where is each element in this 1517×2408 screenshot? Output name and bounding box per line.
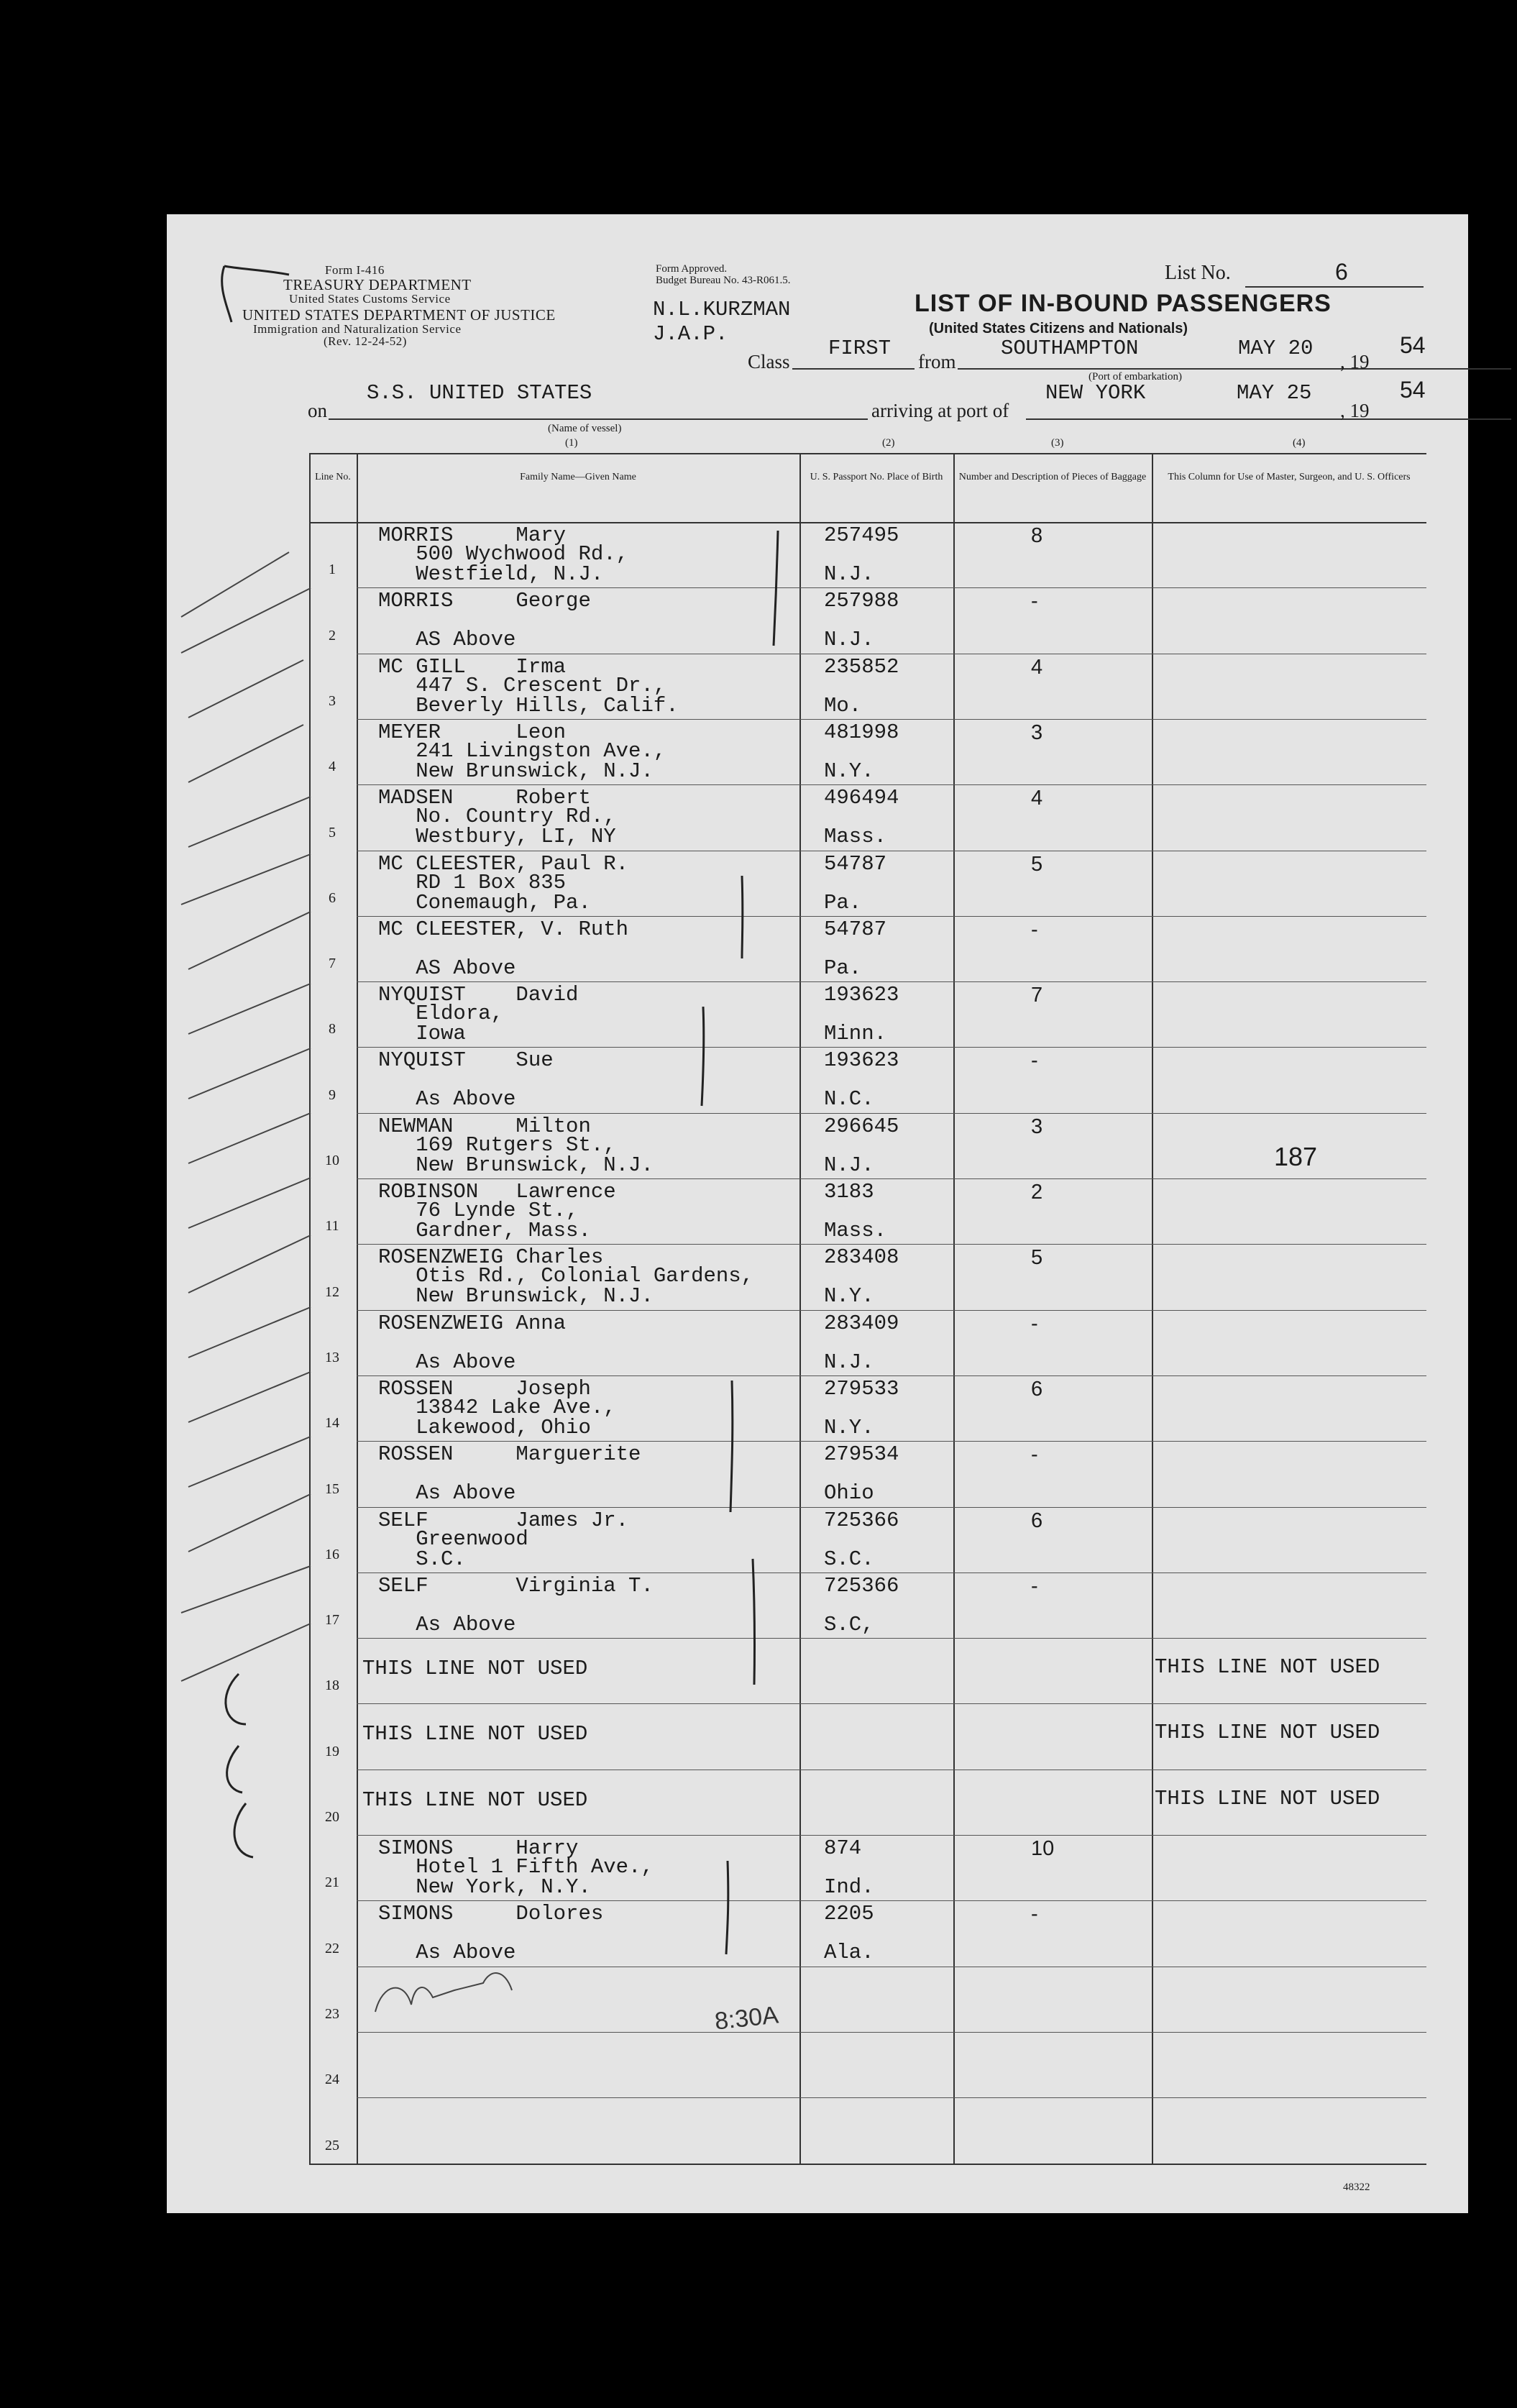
baggage-count: - [1031, 917, 1038, 941]
passenger-address: 447 S. Crescent Dr., [378, 673, 666, 697]
place-of-birth: N.Y. [824, 1284, 874, 1309]
line-number: 5 [329, 824, 336, 841]
passenger-city: Lakewood, Ohio [378, 1415, 591, 1439]
typed-name-2: J.A.P. [653, 322, 728, 346]
passenger-address: Eldora, [378, 1002, 504, 1026]
baggage-count: 8 [1031, 524, 1043, 547]
baggage-count: 3 [1031, 1114, 1043, 1138]
passport-number: 54787 [824, 851, 887, 876]
baggage-count: 5 [1031, 1246, 1043, 1270]
line-number: 6 [329, 889, 336, 906]
line-number: 23 [325, 2005, 339, 2022]
passenger-city: Beverly Hills, Calif. [378, 693, 679, 718]
place-of-birth: N.J. [824, 562, 874, 586]
col-number-3: (3) [1051, 437, 1064, 449]
officer-note: 187 [1274, 1142, 1318, 1171]
passenger-name: SIMONS Harry [378, 1836, 579, 1860]
line-number: 22 [325, 1940, 339, 1956]
passenger-city: Gardner, Mass. [378, 1219, 591, 1242]
passport-number: 725366 [824, 1573, 899, 1598]
passenger-name: NEWMAN Milton [378, 1114, 591, 1138]
list-no-value: 6 [1335, 259, 1348, 285]
passport-number: 2205 [824, 1902, 874, 1926]
passenger-address: Otis Rd., Colonial Gardens, [378, 1264, 754, 1288]
line-number: 17 [325, 1612, 339, 1629]
line-number: 10 [325, 1153, 339, 1168]
arriving-label: arriving at port of [871, 400, 1009, 421]
passenger-city: Iowa [378, 1022, 466, 1046]
place-of-birth: N.J. [824, 628, 874, 652]
place-of-birth: N.J. [824, 1350, 874, 1374]
passenger-city: As Above [378, 1350, 516, 1374]
passenger-city: S.C. [378, 1547, 466, 1571]
place-of-birth: Pa. [824, 890, 862, 915]
col-header-line-no: Line No. [315, 472, 351, 482]
col-header-passport: U. S. Passport No. Place of Birth [810, 472, 943, 482]
list-no-label: List No. [1165, 262, 1231, 284]
line-number: 7 [329, 956, 336, 972]
baggage-count: 3 [1031, 720, 1043, 744]
col-number-4: (4) [1293, 437, 1306, 449]
officer-line-not-used: THIS LINE NOT USED [1155, 1786, 1380, 1810]
passenger-city: New Brunswick, N.J. [378, 1153, 654, 1177]
officer-line-not-used: THIS LINE NOT USED [1155, 1655, 1380, 1680]
baggage-count: 5 [1031, 852, 1043, 876]
departure-date: MAY 20 [1238, 337, 1314, 360]
departure-year: 54 [1400, 332, 1426, 358]
passport-number: 54787 [824, 917, 887, 941]
place-of-birth: Mass. [824, 1219, 887, 1242]
place-of-birth: Minn. [824, 1022, 887, 1046]
baggage-count: 6 [1031, 1509, 1043, 1532]
officer-line-not-used: THIS LINE NOT USED [1155, 1721, 1380, 1745]
pen-marks [167, 214, 1468, 2213]
passport-number: 3183 [824, 1180, 874, 1204]
passport-number: 496494 [824, 786, 899, 810]
line-number: 14 [325, 1415, 339, 1432]
line-not-used: THIS LINE NOT USED [362, 1722, 588, 1747]
passport-number: 257988 [824, 589, 899, 613]
passport-number: 874 [824, 1836, 862, 1860]
from-label: from [918, 351, 956, 372]
baggage-count: - [1031, 590, 1038, 613]
line-number: 11 [325, 1218, 339, 1235]
line-number: 2 [329, 627, 336, 644]
passenger-name: ROSENZWEIG Anna [378, 1311, 567, 1335]
line-number: 3 [329, 692, 336, 709]
passenger-name: MC CLEESTER, Paul R. [378, 851, 629, 876]
line-number: 19 [325, 1743, 339, 1759]
passenger-address: 241 Livingston Ave., [378, 738, 666, 763]
passenger-name: MC GILL Irma [378, 654, 567, 679]
place-of-birth: Ind. [824, 1875, 874, 1899]
baggage-count: 6 [1031, 1377, 1043, 1401]
passenger-city: New Brunswick, N.J. [378, 1284, 654, 1309]
baggage-count: 7 [1031, 984, 1043, 1007]
passenger-address: 13842 Lake Ave., [378, 1395, 616, 1419]
passport-number: 283408 [824, 1245, 899, 1270]
line-number: 18 [325, 1677, 339, 1694]
baggage-count: - [1031, 1574, 1038, 1598]
class-value: FIRST [828, 337, 892, 360]
baggage-count: 4 [1031, 787, 1043, 810]
passenger-city: New York, N.Y. [378, 1875, 591, 1899]
baggage-count: - [1031, 1443, 1038, 1467]
passport-number: 279534 [824, 1442, 899, 1467]
baggage-count: 2 [1031, 1181, 1043, 1204]
passport-number: 257495 [824, 523, 899, 547]
line-not-used: THIS LINE NOT USED [362, 1657, 588, 1681]
line-number: 24 [325, 2071, 339, 2088]
arrival-date: MAY 25 [1237, 381, 1312, 405]
baggage-count: - [1031, 1903, 1038, 1926]
revision: (Rev. 12-24-52) [324, 334, 407, 348]
footer-code: 48322 [1343, 2182, 1370, 2193]
passenger-address: Hotel 1 Fifth Ave., [378, 1855, 654, 1879]
passenger-name: MEYER Leon [378, 720, 567, 744]
col-number-1: (1) [565, 437, 578, 449]
passenger-city: Westbury, LI, NY [378, 825, 616, 849]
form-approved: Form Approved. [656, 263, 728, 275]
line-number: 20 [325, 1809, 339, 1825]
passenger-name: ROBINSON Lawrence [378, 1180, 616, 1204]
passenger-name: SIMONS Dolores [378, 1902, 604, 1926]
passenger-city: New Brunswick, N.J. [378, 759, 654, 783]
passport-number: 725366 [824, 1508, 899, 1532]
embark-note: (Port of embarkation) [1089, 371, 1182, 383]
baggage-count: 10 [1031, 1837, 1055, 1860]
line-number: 21 [325, 1874, 339, 1891]
place-of-birth: N.Y. [824, 1415, 874, 1439]
col-header-name: Family Name—Given Name [520, 472, 636, 482]
passport-number: 235852 [824, 654, 899, 679]
line-number: 12 [325, 1283, 339, 1300]
on-label: on [308, 400, 327, 421]
justice-dept: UNITED STATES DEPARTMENT OF JUSTICE [242, 306, 556, 324]
arrival-port: NEW YORK [1045, 381, 1146, 405]
passenger-address: 76 Lynde St., [378, 1199, 579, 1222]
place-of-birth: Pa. [824, 956, 862, 980]
vessel-name: S.S. UNITED STATES [367, 381, 592, 405]
passenger-city: AS Above [378, 628, 516, 652]
line-number: 13 [325, 1349, 339, 1365]
passenger-city: AS Above [378, 956, 516, 980]
baggage-count: - [1031, 1049, 1038, 1073]
line-number: 16 [325, 1546, 339, 1562]
passenger-list-form [167, 214, 1468, 2213]
place-of-birth: Mass. [824, 825, 887, 849]
passenger-address: 500 Wychwood Rd., [378, 542, 629, 566]
passenger-name: MADSEN Robert [378, 786, 591, 810]
form-title: LIST OF IN-BOUND PASSENGERS [915, 290, 1332, 317]
line-not-used: THIS LINE NOT USED [362, 1787, 588, 1812]
passenger-name: MORRIS George [378, 589, 591, 613]
line-number: 9 [329, 1086, 336, 1103]
vessel-note: (Name of vessel) [548, 423, 622, 434]
place-of-birth: S.C. [824, 1547, 874, 1571]
customs-service: United States Customs Service [289, 292, 451, 306]
passenger-city: Westfield, N.J. [378, 562, 604, 586]
line-number: 8 [329, 1021, 336, 1038]
passenger-city: As Above [378, 1941, 516, 1965]
passport-number: 193623 [824, 1048, 899, 1073]
class-label: Class [748, 351, 790, 372]
passenger-city: As Above [378, 1612, 516, 1636]
place-of-birth: N.Y. [824, 759, 874, 783]
passport-number: 279533 [824, 1376, 899, 1401]
line-number: 1 [329, 562, 336, 578]
place-of-birth: N.J. [824, 1153, 874, 1177]
line-number: 4 [329, 759, 336, 775]
passenger-address: 169 Rutgers St., [378, 1132, 616, 1157]
year-prefix: , 19 [1340, 351, 1370, 372]
year-prefix-2: , 19 [1340, 400, 1370, 421]
passenger-city: As Above [378, 1481, 516, 1506]
passenger-address: No. Country Rd., [378, 805, 616, 829]
line-number: 15 [325, 1480, 339, 1497]
passport-number: 296645 [824, 1114, 899, 1138]
passenger-name: NYQUIST Sue [378, 1048, 554, 1073]
passenger-name: SELF Virginia T. [378, 1573, 654, 1598]
passenger-address: Greenwood [378, 1526, 528, 1551]
budget-bureau: Budget Bureau No. 43-R061.5. [656, 275, 791, 286]
passenger-name: MORRIS Mary [378, 523, 567, 547]
treasury-dept: TREASURY DEPARTMENT [283, 276, 472, 293]
form-subtitle: (United States Citizens and Nationals) [929, 321, 1188, 337]
passenger-city: Conemaugh, Pa. [378, 890, 591, 915]
passenger-city: As Above [378, 1087, 516, 1112]
ins-service: Immigration and Naturalization Service [253, 322, 462, 336]
place-of-birth: Ohio [824, 1481, 874, 1506]
place-of-birth: Ala. [824, 1941, 874, 1965]
col-header-baggage: Number and Description of Pieces of Baggage [958, 472, 1147, 482]
handwritten-time: 8:30A [713, 2001, 780, 2036]
passenger-address: RD 1 Box 835 [378, 870, 567, 894]
arrival-year: 54 [1400, 377, 1426, 403]
passenger-name: ROSENZWEIG Charles [378, 1245, 604, 1270]
place-of-birth: Mo. [824, 693, 862, 718]
from-value: SOUTHAMPTON [1001, 337, 1139, 360]
baggage-count: 4 [1031, 655, 1043, 679]
place-of-birth: N.C. [824, 1087, 874, 1112]
passenger-name: NYQUIST David [378, 983, 579, 1007]
passport-number: 193623 [824, 983, 899, 1007]
place-of-birth: S.C, [824, 1612, 874, 1636]
passport-number: 481998 [824, 720, 899, 744]
line-number: 25 [325, 2137, 339, 2153]
col-number-2: (2) [882, 437, 895, 449]
baggage-count: - [1031, 1311, 1038, 1335]
form-number: Form I-416 [325, 263, 385, 277]
col-header-officers: This Column for Use of Master, Surgeon, and U. S. Officers [1168, 472, 1411, 482]
passenger-name: MC CLEESTER, V. Ruth [378, 917, 629, 941]
passport-number: 283409 [824, 1311, 899, 1335]
passenger-name: SELF James Jr. [378, 1508, 629, 1532]
typed-name-1: N.L.KURZMAN [653, 298, 791, 321]
passenger-name: ROSSEN Joseph [378, 1376, 591, 1401]
passenger-name: ROSSEN Marguerite [378, 1442, 641, 1467]
